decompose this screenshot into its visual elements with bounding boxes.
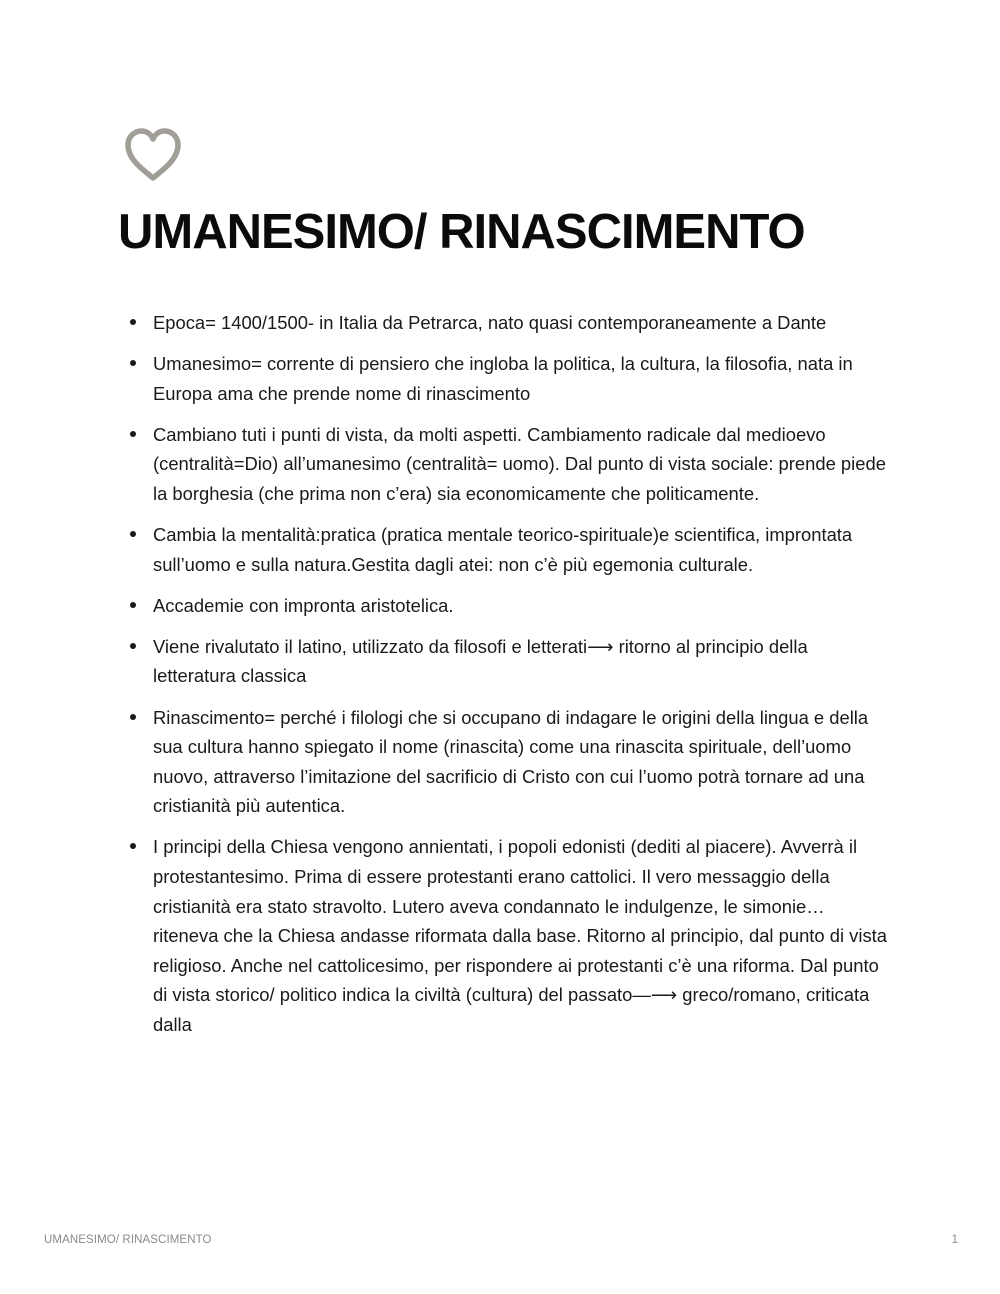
list-item xyxy=(153,349,889,408)
bullet-text: Umanesimo= corrente di pensiero che ingloba la politica, la cultura, la filosofia, nata in Europa ama che prende nome di rinascimento xyxy=(153,353,853,404)
bullet-dot xyxy=(130,531,136,537)
bullet-dot xyxy=(130,843,136,849)
bullet-text: I principi della Chiesa vengono annientati, i popoli edonisti (dediti al piacere). Avverrà il protestantesimo. Prima di essere protestanti erano cattolici. Il vero messaggio della cristianità era stato stravolto. Lutero aveva condannato le indulgenze, le simonie… riteneva che la Chiesa andasse riformata dalla base. Ritorno al principio, dal punto di vista religioso. Anche nel cattolicesimo, per rispondere ai protestanti c’è una riforma. Dal punto di vista storico/ politico indica la civiltà (cultura) del passato—⟶ greco/romano, criticata dalla xyxy=(153,836,887,1035)
bullet-text: Cambia la mentalità:pratica (pratica mentale teorico-spirituale)e scientifica, improntata sull’uomo e sulla natura.Gestita dagli atei: non c’è più egemonia culturale. xyxy=(153,524,853,575)
bullet-dot xyxy=(130,602,136,608)
bullet-list xyxy=(153,308,889,1051)
bullet-text: Accademie con impronta aristotelica. xyxy=(153,594,454,616)
bullet-text: Viene rivalutato il latino, utilizzato da filosofi e letterati⟶ ritorno al principio della letteratura classica xyxy=(153,635,808,687)
list-item xyxy=(153,632,889,691)
bullet-dot xyxy=(130,431,136,437)
list-item xyxy=(153,703,889,821)
bullet-text: Cambiano tuti i punti di vista, da molti aspetti. Cambiamento radicale dal medioevo (centralità=Dio) all’umanesimo (centralità= uomo). Dal punto di vista sociale: prende piede la borghesia (che prima non c’era) sia economicamente che politicamente. xyxy=(153,423,886,504)
list-item xyxy=(153,520,889,579)
bullet-dot xyxy=(130,319,136,325)
page-number: 1 xyxy=(951,1234,958,1246)
bullet-text: Epoca= 1400/1500- in Italia da Petrarca, nato quasi contemporaneamente a Dante xyxy=(153,312,827,333)
list-item xyxy=(153,420,889,509)
page-title: UMANESIMO/ RINASCIMENTO xyxy=(118,205,805,259)
bullet-dot xyxy=(130,714,136,720)
list-item xyxy=(153,308,889,338)
list-item xyxy=(153,832,889,1039)
bullet-dot xyxy=(130,643,136,649)
bullet-text: Rinascimento= perché i filologi che si occupano di indagare le origini della lingua e della sua cultura hanno spiegato il nome (rinascita) come una rinascita spirituale, dell’uomo nuovo, attraverso l’imitazione del sacrificio di Cristo con cui l’uomo potrà tornare ad una cristianità più autentica. xyxy=(153,706,869,817)
footer-title: UMANESIMO/ RINASCIMENTO xyxy=(44,1234,212,1246)
heart-icon xyxy=(122,126,184,184)
list-item xyxy=(153,591,889,621)
bullet-dot xyxy=(130,360,136,366)
